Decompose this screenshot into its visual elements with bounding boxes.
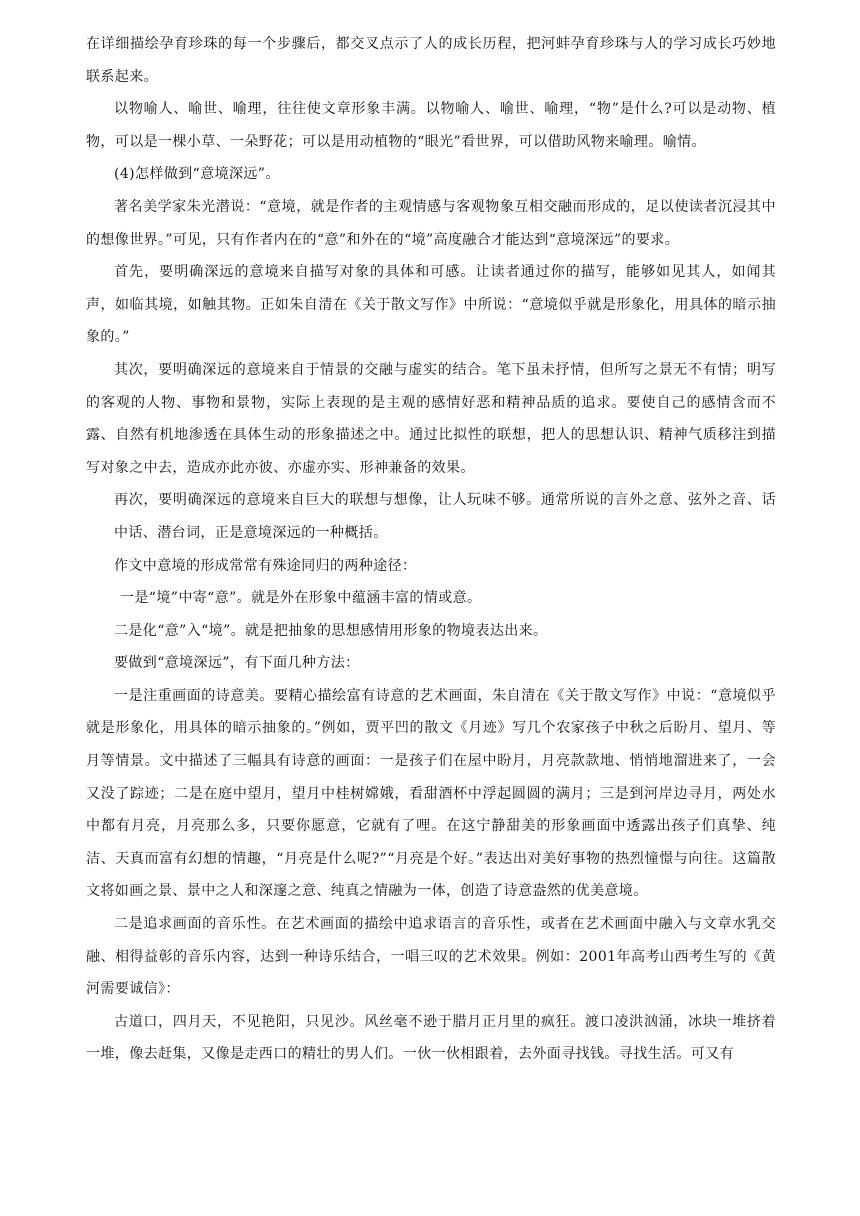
document-body <box>86 28 776 1071</box>
paragraph-two-ways: 作文中意境的形成常常有殊途同归的两种途径： <box>114 557 417 574</box>
paragraph-metaphor: 以物喻人、喻世、喻理，往往使文章形象丰满。以物喻人、喻世、喻理，“物”是什么?可以是动物、植物，可以是一棵小草、一朵野花；可以是用动植物的“眼光”看世界，可以借助风物来喻理。喻情。 <box>86 101 776 150</box>
paragraph-quote-excerpt: 古道口，四月天，不见艳阳，只见沙。风丝毫不逊于腊月正月里的疯狂。渡口凌洪汹涌，冰块一堆挤着一堆，像去赶集，又像是走西口的精壮的男人们。一伙一伙相跟着，去外面寻找钱。寻找生活。可又有 <box>86 1013 776 1063</box>
paragraph-pearl-summary: 在详细描绘孕育珍珠的每一个步骤后，都交叉点示了人的成长历程，把河蚌孕育珍珠与人的学习成长巧妙地联系起来。 <box>86 36 776 85</box>
section-heading-4: (4)怎样做到“意境深远”。 <box>114 166 280 183</box>
list-item-way-two: 二是化“意”入“境”。就是把抽象的思想感情用形象的物境表达出来。 <box>114 622 548 639</box>
paragraph-first: 首先，要明确深远的意境来自描写对象的具体和可感。让读者通过你的描写，能够如见其人，如闻其声，如临其境，如触其物。正如朱自清在《关于散文写作》中所说：“意境似乎就是形象化，用具体的暗示抽象的。” <box>86 264 776 346</box>
paragraph-zhu-guangqian: 著名美学家朱光潜说：“意境，就是作者的主观情感与客观物象互相交融而形成的，足以使读者沉浸其中的想像世界。”可见，只有作者内在的“意”和外在的“境”高度融合才能达到“意境深远”的要求。 <box>86 198 776 248</box>
paragraph-method-two: 二是追求画面的音乐性。在艺术画面的描绘中追求语言的音乐性，或者在艺术画面中融入与文章水乳交融、相得益彰的音乐内容，达到一种诗乐结合，一唱三叹的艺术效果。例如：2001年高考山西考生写的《黄河需要诚信》： <box>86 916 776 998</box>
paragraph-third: 再次，要明确深远的意境来自巨大的联想与想像，让人玩味不够。通常所说的言外之意、弦外之音、话中话、潜台词，正是意境深远的一种概括。 <box>114 492 776 541</box>
paragraph-second: 其次，要明确深远的意境来自于情景的交融与虚实的结合。笔下虽未抒情，但所写之景无不有情；明写的客观的人物、事物和景物，实际上表现的是主观的感情好恶和精神品质的追求。要使自己的感情含而不露、自然有机地渗透在具体生动的形象描述之中。通过比拟性的联想，把人的思想认识、精神气质移注到描写对象之中去，造成亦此亦彼、亦虚亦实、形神兼备的效果。 <box>86 361 776 476</box>
list-item-way-one: 一是“境”中寄“意”。就是外在形象中蕴涵丰富的情或意。 <box>120 590 482 607</box>
paragraph-method-one: 一是注重画面的诗意美。要精心描绘富有诗意的艺术画面，朱自清在《关于散文写作》中说：“意境似乎就是形象化，用具体的暗示抽象的。”例如，贾平凹的散文《月迹》写几个农家孩子中秋之后盼月、望月、等月等情景。文中描述了三幅具有诗意的画面：一是孩子们在屋中盼月，月亮款款地、悄悄地溜进来了，一会又没了踪迹；二是在庭中望月，望月中桂树嫦娥，看甜酒杯中浮起圆圆的满月；三是到河岸边寻月，两处水中都有月亮，月亮那么多，只要你愿意，它就有了哩。在这宁静甜美的形象画面中透露出孩子们真挚、纯洁、天真而富有幻想的情趣，“月亮是什么呢?”“月亮是个好。”表达出对美好事物的热烈憧憬与向往。这篇散文将如画之景、景中之人和深邃之意、纯真之情融为一体，创造了诗意盎然的优美意境。 <box>86 687 776 900</box>
paragraph-methods-intro: 要做到“意境深远”，有下面几种方法： <box>114 655 360 672</box>
